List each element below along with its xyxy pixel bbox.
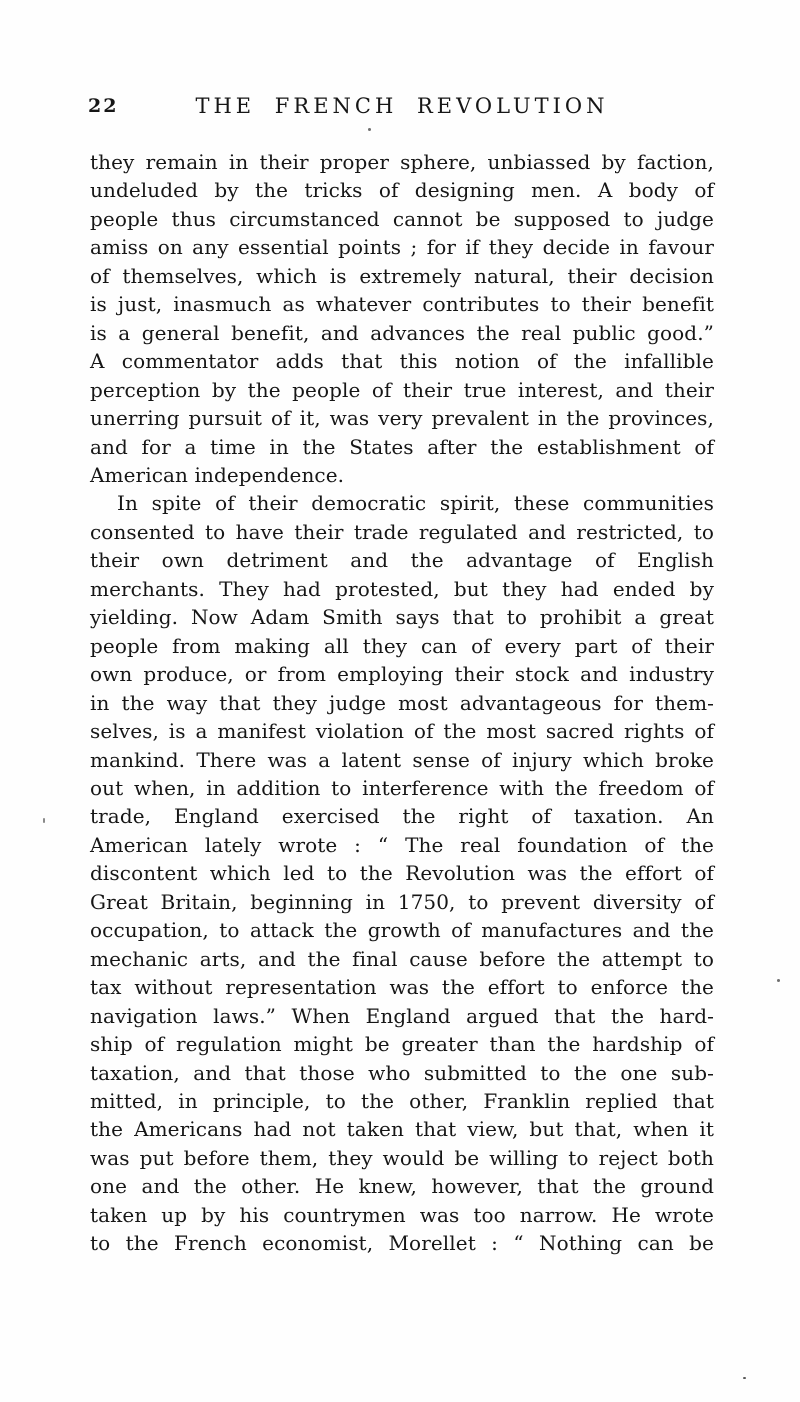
text-line: mitted, in principle, to the other, Franklin replied that: [90, 1088, 714, 1113]
text-line: own produce, or from employing their stock and industry: [90, 662, 714, 687]
text-line: mechanic arts, and the final cause before the attempt to: [90, 946, 714, 971]
text-line: perception by the people of their true interest, and their: [90, 377, 714, 402]
text-line: occupation, to attack the growth of manufactures and the: [90, 918, 714, 943]
text-line: one and the other. He knew, however, that the ground: [90, 1174, 714, 1199]
text-line: navigation laws.” When England argued that the hard-: [90, 1003, 714, 1028]
text-line: their own detriment and the advantage of English: [90, 548, 714, 573]
text-line: is just, inasmuch as whatever contributes to their benefit: [90, 292, 714, 317]
text-line: amiss on any essential points ; for if they decide in favour: [90, 235, 714, 260]
text-line: was put before them, they would be willing to reject both: [90, 1145, 714, 1170]
text-line: people thus circumstanced cannot be supposed to judge: [90, 206, 714, 231]
text-line: undeluded by the tricks of designing men. A body of: [90, 178, 714, 203]
text-line: of themselves, which is extremely natural, their decision: [90, 263, 714, 288]
text-line: taxation, and that those who submitted to the one sub-: [90, 1060, 714, 1085]
text-line: selves, is a manifest violation of the most sacred rights of: [90, 719, 714, 744]
text-line: is a general benefit, and advances the real public good.”: [90, 320, 714, 345]
text-line: discontent which led to the Revolution was the effort of: [90, 861, 714, 886]
running-header-title: THE FRENCH REVOLUTION: [195, 94, 609, 118]
text-line: taken up by his countrymen was too narrow. He wrote: [90, 1202, 714, 1227]
text-line: trade, England exercised the right of taxation. An: [90, 804, 714, 829]
text-line: to the French economist, Morellet : “ Nothing can be: [90, 1231, 714, 1256]
scan-speck: [43, 818, 45, 823]
page-body: [90, 148, 714, 1258]
text-line: tax without representation was the effort to enforce the: [90, 975, 714, 1000]
text-line: Great Britain, beginning in 1750, to prevent diversity of: [90, 889, 714, 914]
text-line: American independence.: [90, 462, 345, 487]
text-line: people from making all they can of every part of their: [90, 633, 714, 658]
text-line: ship of regulation might be greater than the hardship of: [90, 1032, 714, 1057]
text-line: and for a time in the States after the establishment of: [90, 434, 714, 459]
page-number: 22: [88, 95, 119, 117]
text-line: American lately wrote : “ The real foundation of the: [90, 832, 714, 857]
page-header: [90, 92, 714, 120]
text-line: merchants. They had protested, but they had ended by: [90, 576, 714, 601]
scan-speck: [777, 979, 780, 982]
text-line: out when, in addition to interference with the freedom of: [90, 775, 714, 800]
text-line: unerring pursuit of it, was very prevalent in the provinces,: [90, 406, 714, 431]
text-line: the Americans had not taken that view, but that, when it: [90, 1117, 714, 1142]
text-line: In spite of their democratic spirit, these communities: [117, 491, 714, 516]
text-line: in the way that they judge most advantageous for them-: [90, 690, 714, 715]
text-line: consented to have their trade regulated and restricted, to: [90, 519, 714, 544]
text-line: mankind. There was a latent sense of injury which broke: [90, 747, 714, 772]
text-line: A commentator adds that this notion of the infallible: [90, 349, 714, 374]
text-line: yielding. Now Adam Smith says that to prohibit a great: [90, 605, 714, 630]
scan-speck: [368, 128, 371, 131]
scan-speck: [743, 1377, 746, 1379]
text-line: they remain in their proper sphere, unbiassed by faction,: [90, 150, 714, 174]
